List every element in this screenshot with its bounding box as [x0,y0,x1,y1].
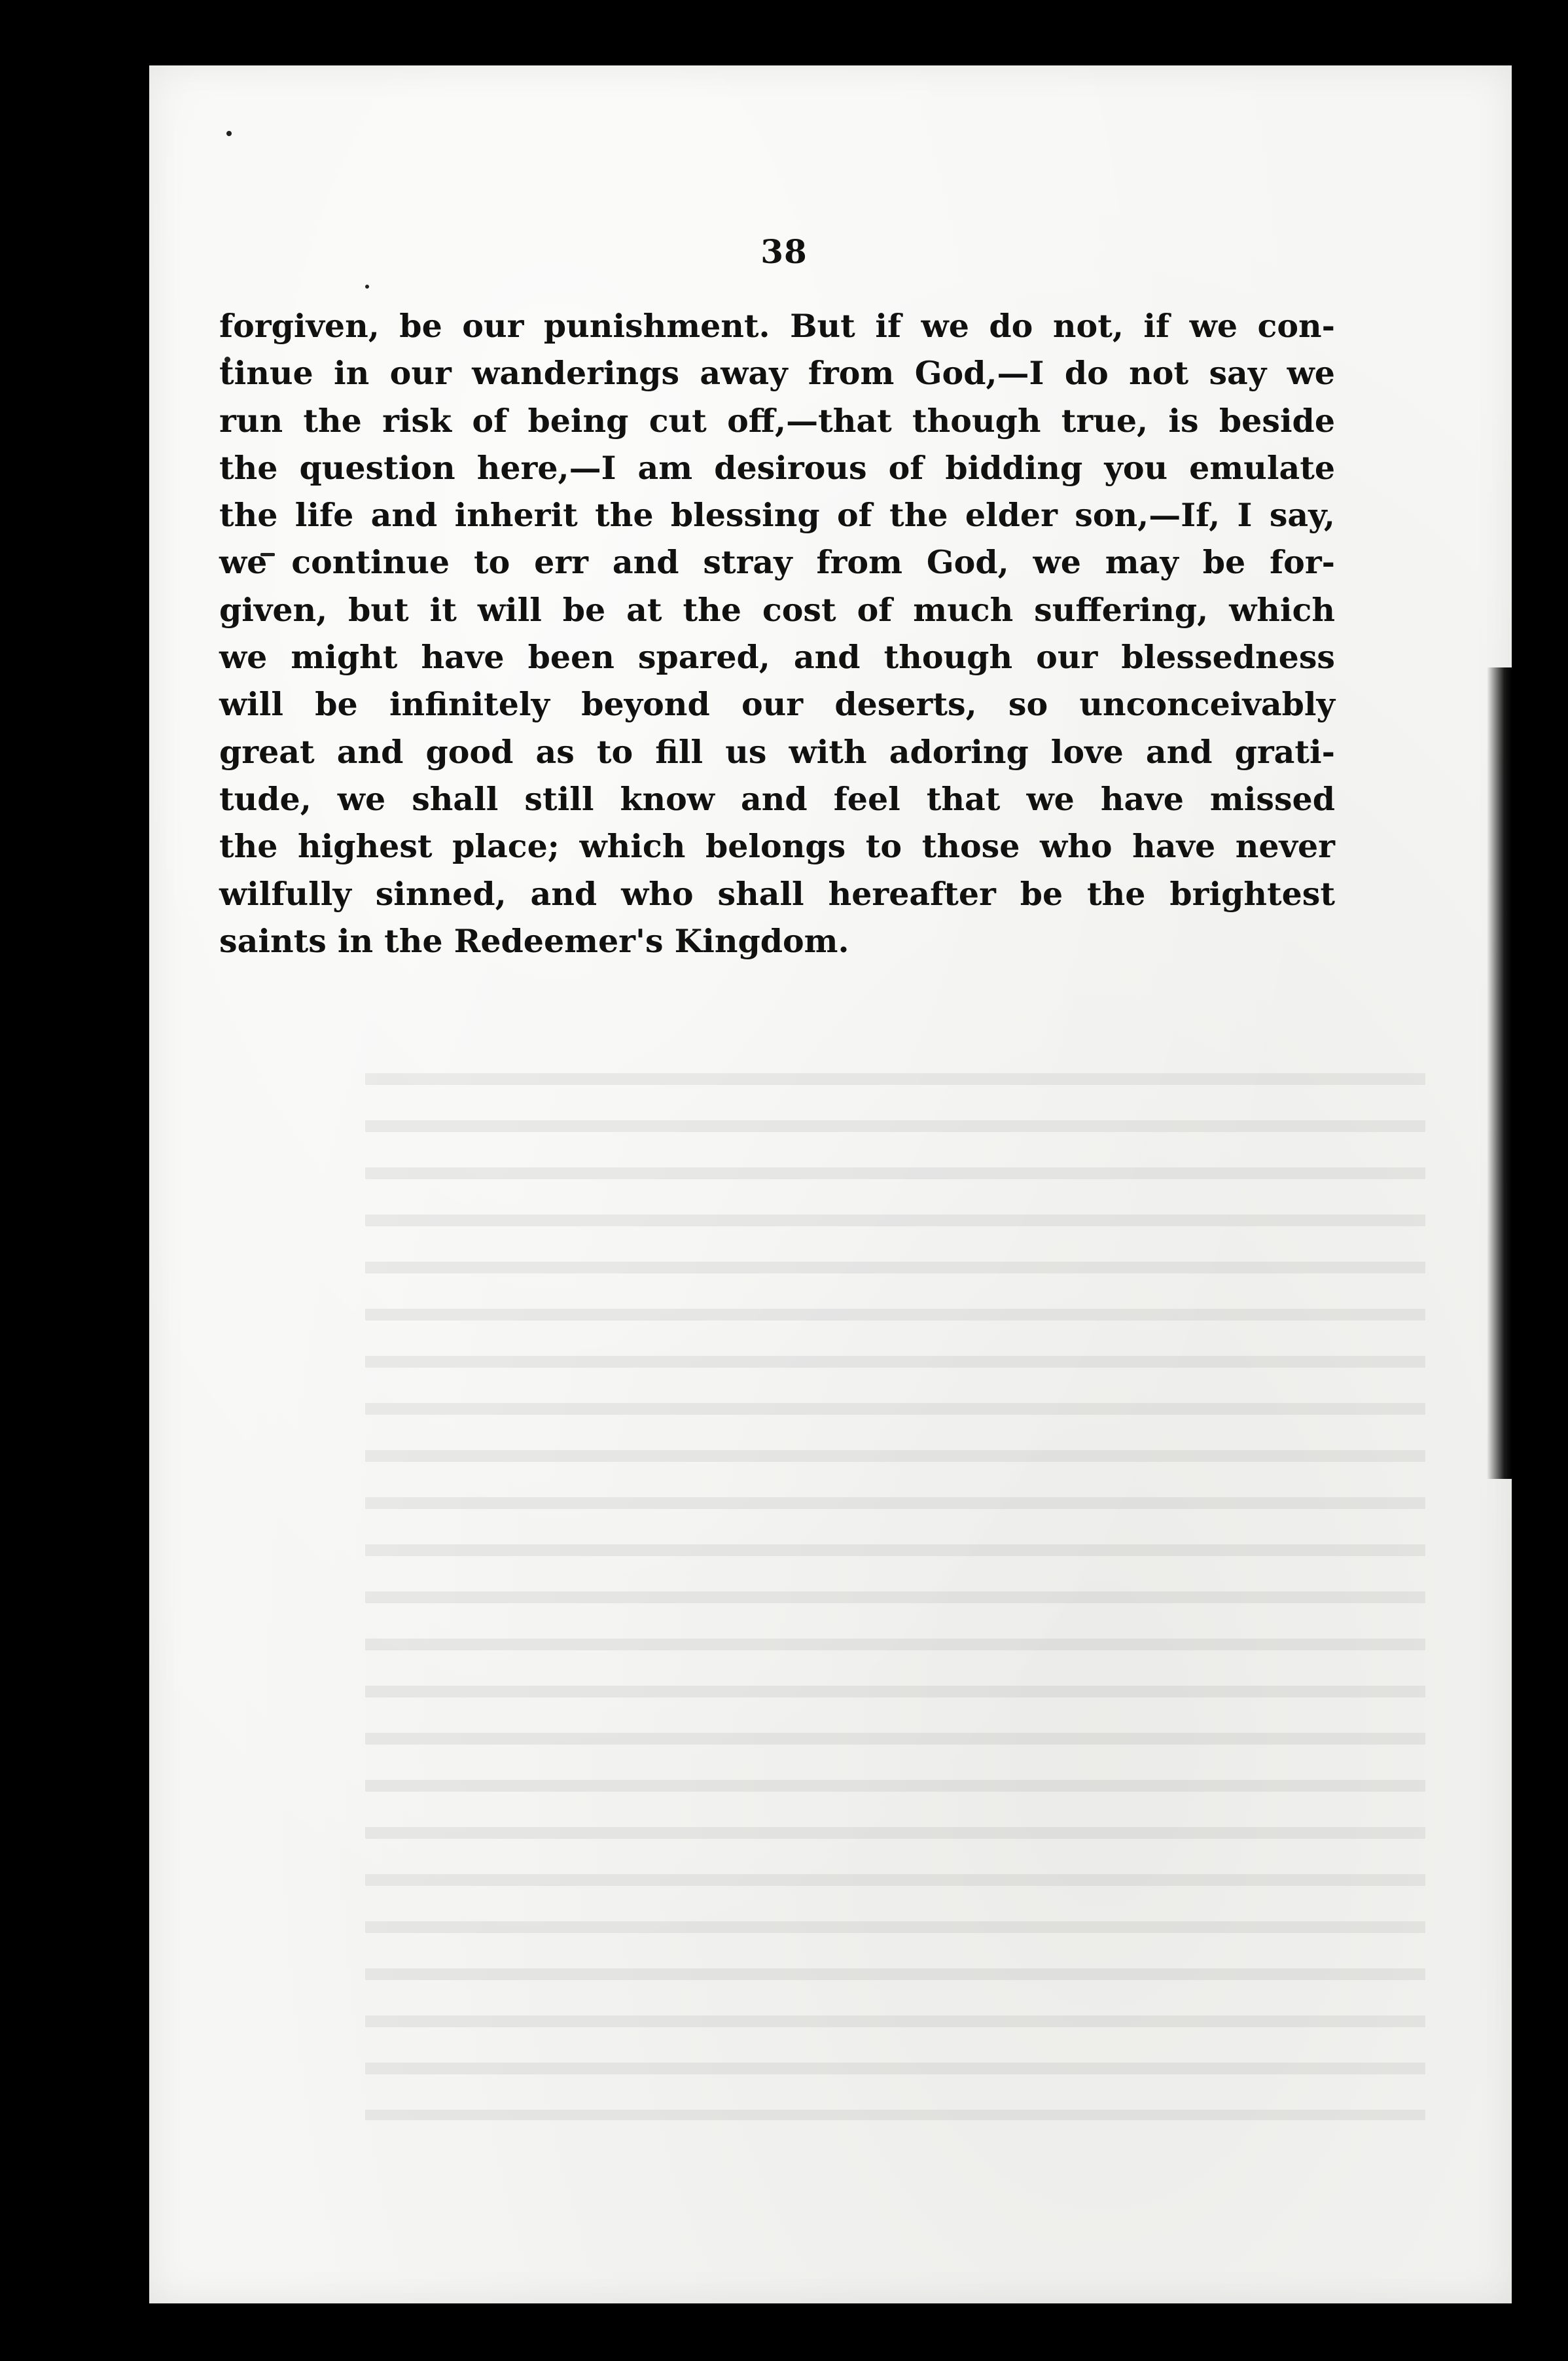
text-line: given, but it will be at the cost of much suffering, which [219,590,1335,629]
text-line: will be infinitely beyond our deserts, so unconceivably [219,685,1335,724]
text-line: the life and inherit the blessing of the elder son,—If, I say, [219,496,1335,535]
text-line: tude, we shall still know and feel that we have missed [219,779,1335,818]
ink-speck [226,131,232,136]
text-line: run the risk of being cut off,—that though true, is beside [219,401,1335,440]
text-line: the highest place; which belongs to those who have never [219,827,1335,866]
text-line: forgiven, be our punishment. But if we do not, if we con- [219,307,1335,345]
text-line: tinue in our wanderings away from God,—I do not say we [219,354,1335,393]
text-line: wilfully sinned, and who shall hereafter be the brightest [219,874,1335,913]
ink-speck [365,285,369,289]
show-through-texture [365,1073,1425,2120]
spine-shadow [1487,667,1512,1479]
text-line: we might have been spared, and though our blessedness [219,638,1335,677]
text-line: the question here,—I am desirous of bidding you emulate [219,448,1335,487]
text-line: great and good as to fill us with adoring love and grati- [219,732,1335,771]
text-line: we continue to err and stray from God, we may be for- [219,543,1335,582]
text-line: saints in the Redeemer's Kingdom. [219,921,849,960]
page-number: 38 [760,232,808,271]
body-text [219,302,1335,965]
